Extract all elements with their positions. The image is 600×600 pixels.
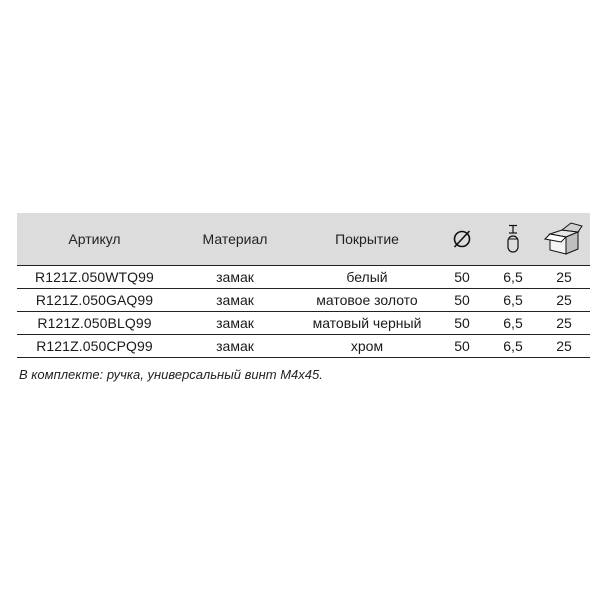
header-article: Артикул	[68, 230, 121, 247]
cell-pack: 25	[538, 311, 590, 334]
header-diameter	[436, 213, 488, 265]
cell-finish: белый	[298, 265, 436, 288]
cell-pack: 25	[538, 265, 590, 288]
cell-material: замак	[172, 288, 298, 311]
header-finish: Покрытие	[335, 230, 399, 247]
cell-diameter: 50	[436, 311, 488, 334]
spec-table-container	[17, 213, 590, 382]
table-row	[17, 288, 590, 311]
cell-article: R121Z.050BLQ99	[17, 311, 172, 334]
table-row	[17, 311, 590, 334]
cell-article: R121Z.050WTQ99	[17, 265, 172, 288]
height-icon	[505, 224, 521, 254]
cell-pack: 25	[538, 288, 590, 311]
cell-article: R121Z.050CPQ99	[17, 334, 172, 357]
cell-finish: матовое золото	[298, 288, 436, 311]
cell-article: R121Z.050GAQ99	[17, 288, 172, 311]
cell-finish: матовый черный	[298, 311, 436, 334]
cell-height: 6,5	[488, 265, 538, 288]
cell-pack: 25	[538, 334, 590, 357]
cell-height: 6,5	[488, 311, 538, 334]
cell-material: замак	[172, 311, 298, 334]
diameter-icon	[452, 229, 472, 249]
header-material: Материал	[202, 230, 268, 247]
cell-material: замак	[172, 265, 298, 288]
kit-note: В комплекте: ручка, универсальный винт М4х45.	[19, 366, 323, 382]
table-row	[17, 265, 590, 288]
spec-table	[17, 213, 590, 358]
header-height	[488, 213, 538, 265]
cell-height: 6,5	[488, 334, 538, 357]
cell-finish: хром	[298, 334, 436, 357]
cell-material: замак	[172, 334, 298, 357]
cell-diameter: 50	[436, 265, 488, 288]
table-row	[17, 334, 590, 357]
box-icon	[544, 222, 584, 256]
cell-height: 6,5	[488, 288, 538, 311]
table-header-row	[17, 213, 590, 265]
header-package	[538, 213, 590, 265]
cell-diameter: 50	[436, 288, 488, 311]
cell-diameter: 50	[436, 334, 488, 357]
